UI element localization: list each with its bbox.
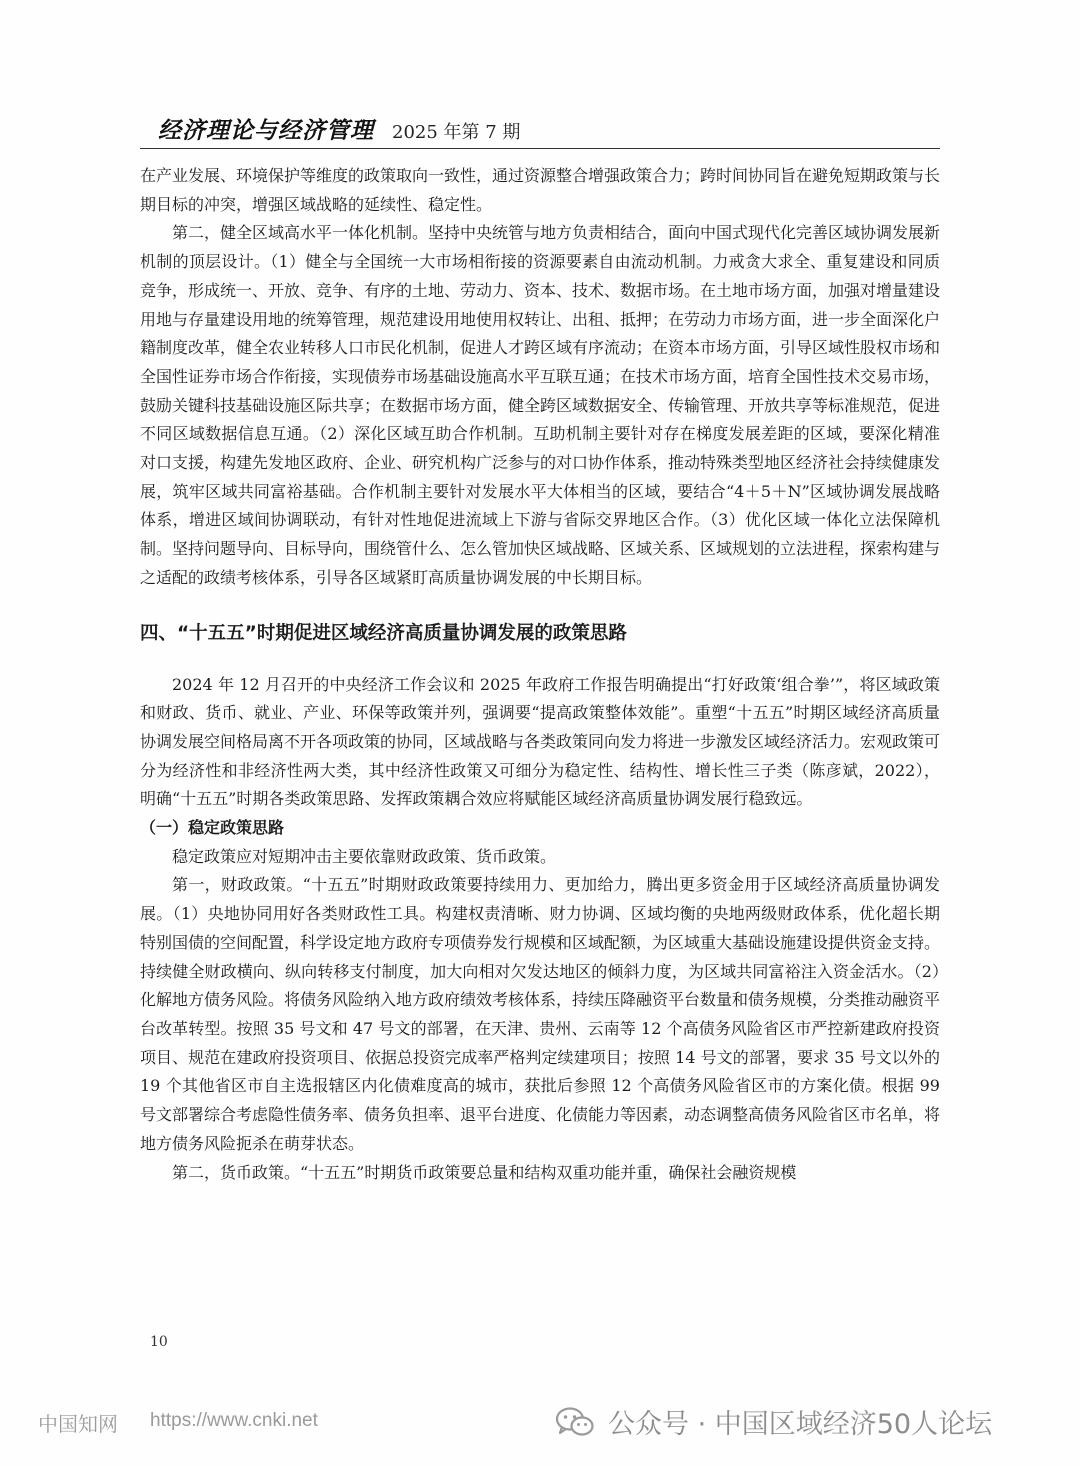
watermark-site-name: 中国知网 xyxy=(38,1412,118,1436)
paragraph: 2024 年 12 月召开的中央经济工作会议和 2025 年政府工作报告明确提出“打好政策‘组合拳’”，将区域政策和财政、货币、就业、产业、环保等政策并列，强调要“提高政策整体效能”。重塑“十五五”时期区域经济高质量协调发展空间格局离不开各项政策的协同，区域战略与各类政策同向发力将进一步激发区域经济活力。宏观政策可分为经济性和非经济性两大类，其中经济性政策又可细分为稳定性、结构性、增长性三子类（陈彦斌，2022），明确“十五五”时期各类政策思路、发挥政策耦合效应将赋能区域经济高质量协调发展行稳致远。 xyxy=(140,674,941,809)
paragraph: 第二，货币政策。“十五五”时期货币政策要总量和结构双重功能并重，确保社会融资规模 xyxy=(172,1162,797,1182)
section-heading: 四、“十五五”时期促进区域经济高质量协调发展的政策思路 xyxy=(140,622,627,644)
paragraph: 第一，财政政策。“十五五”时期财政政策要持续用力、更加给力，腾出更多资金用于区域经济高质量协调发展。（1）央地协同用好各类财政性工具。构建权责清晰、财力协调、区域均衡的央地两级财政体系，优化超长期特别国债的空间配置，科学设定地方政府专项债券发行规模和区域配额，为区域重大基础设施建设提供资金支持。持续健全财政横向、纵向转移支付制度，加大向相对欠发达地区的倾斜力度，为区域共同富裕注入资金活水。（2）化解地方债务风险。将债务风险纳入地方政府绩效考核体系，持续压降融资平台数量和债务规模，分类推动融资平台改革转型。按照 35 号文和 47 号文的部署，在天津、贵州、云南等 12 个高债务风险省区市严控新建政府投资项目、规范在建政府投资项目、依据总投资完成率严格判定续建项目；按照 14 号文的部署，要求 35 号文以外的 19 个其他省区市自主选报辖区内化债难度高的城市，获批后参照 12 个高债务风险省区市的方案化债。根据 99 号文部署综合考虑隐性债务率、债务负担率、退平台进度、化债能力等因素，动态调整高债务风险省区市名单，将地方债务风险扼杀在萌芽状态。 xyxy=(140,875,941,1153)
journal-issue: 2025 年第 7 期 xyxy=(392,122,521,143)
paragraph: 稳定政策应对短期冲击主要依靠财政政策、货币政策。 xyxy=(172,846,557,866)
watermark-footer xyxy=(0,1390,1080,1450)
article-body xyxy=(140,162,940,1187)
watermark-site-url: https://www.cnki.net xyxy=(150,1410,318,1431)
paragraph: 第二，健全区域高水平一体化机制。坚持中央统管与地方负责相结合，面向中国式现代化完善区域协调发展新机制的顶层设计。（1）健全与全国统一大市场相衔接的资源要素自由流动机制。力戒贪大求全、重复建设和同质竞争，形成统一、开放、竞争、有序的土地、劳动力、资本、技术、数据市场。在土地市场方面，加强对增量建设用地与存量建设用地的统筹管理，规范建设用地使用权转让、出租、抵押；在劳动力市场方面，进一步全面深化户籍制度改革，健全农业转移人口市民化机制，促进人才跨区域有序流动；在资本市场方面，引导区域性股权市场和全国性证券市场合作衔接，实现债券市场基础设施高水平互联互通；在技术市场方面，培育全国性技术交易市场，鼓励关键科技基础设施区际共享；在数据市场方面，健全跨区域数据安全、传输管理、开放共享等标准规范，促进不同区域数据信息互通。（2）深化区域互助合作机制。互助机制主要针对存在梯度发展差距的区域，要深化精准对口支援，构建先发地区政府、企业、研究机构广泛参与的对口协作体系，推动特殊类型地区经济社会持续健康发展，筑牢区域共同富裕基础。合作机制主要针对发展水平大体相当的区域，要结合“4＋5＋N”区域协调发展战略体系，增进区域间协调联动，有针对性地促进流域上下游与省际交界地区合作。（3）优化区域一体化立法保障机制。坚持问题导向、目标导向，围绕管什么、怎么管加快区域战略、区域关系、区域规划的立法进程，探索构建与之适配的政绩考核体系，引导各区域紧盯高质量协调发展的中长期目标。 xyxy=(140,223,941,587)
watermark-account-name: 公众号 · 中国区域经济50人论坛 xyxy=(608,1409,993,1440)
subsection-heading: （一）稳定政策思路 xyxy=(140,818,285,838)
journal-header xyxy=(158,112,520,145)
wechat-icon xyxy=(555,1406,595,1438)
page-number: 10 xyxy=(150,1334,168,1350)
header-divider xyxy=(140,148,940,149)
journal-name: 经济理论与经济管理 xyxy=(158,117,374,144)
paragraph: 在产业发展、环境保护等维度的政策取向一致性，通过资源整合增强政策合力；跨时间协同旨在避免短期政策与长期目标的冲突，增强区域战略的延续性、稳定性。 xyxy=(140,166,941,214)
